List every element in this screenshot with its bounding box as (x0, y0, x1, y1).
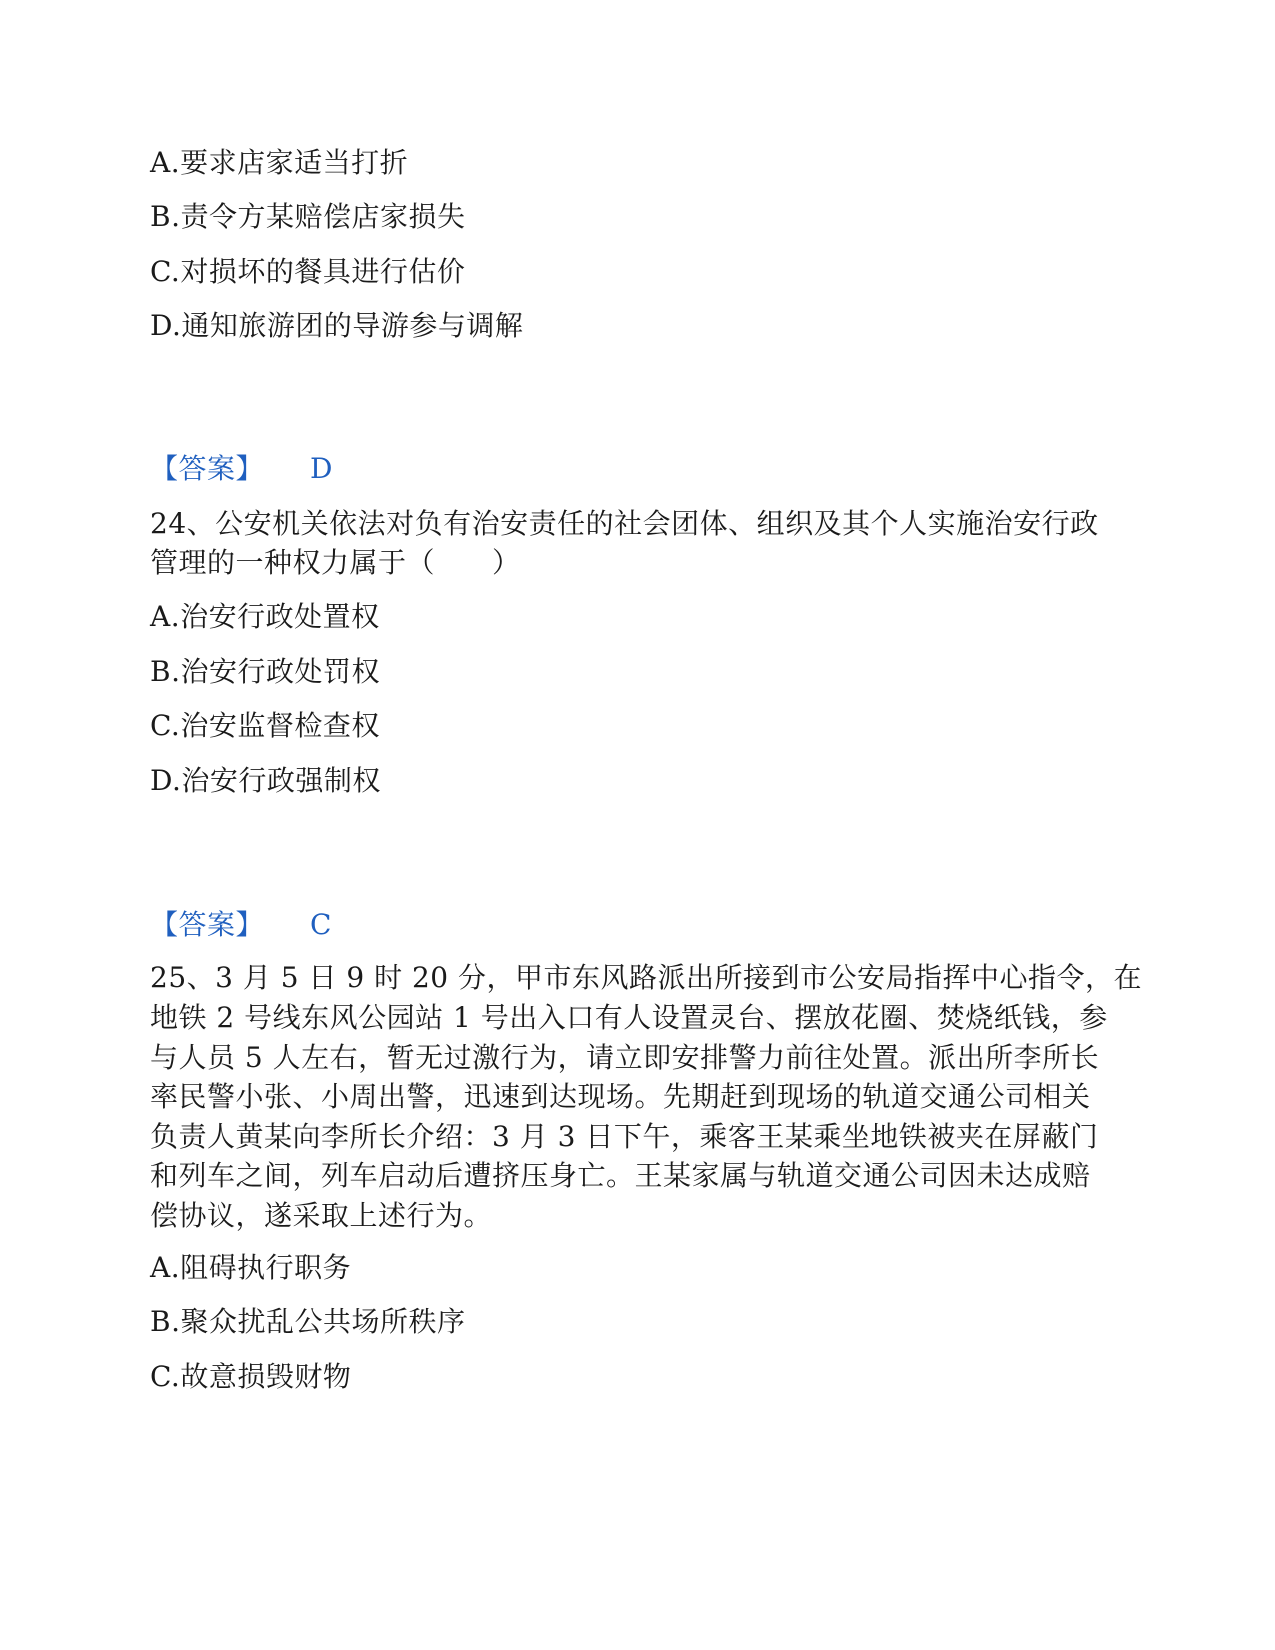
q25-option-a: A.阻碍执行职务 (150, 1251, 352, 1284)
q25-stem-line-5: 负责人黄某向李所长介绍：3 月 3 日下午，乘客王某乘坐地铁被夹在屏蔽门 (150, 1120, 1099, 1153)
answer-label: 【答案】 (150, 452, 265, 485)
q24-option-d: D.治安行政强制权 (150, 764, 381, 797)
q25-stem-line-2: 地铁 2 号线东风公园站 1 号出入口有人设置灵台、摆放花圈、焚烧纸钱，参 (150, 1001, 1108, 1034)
q25-stem-line-1: 25、3 月 5 日 9 时 20 分，甲市东风路派出所接到市公安局指挥中心指令，在 (150, 961, 1143, 994)
q24-option-b: B.治安行政处罚权 (150, 655, 380, 688)
q23-option-a: A.要求店家适当打折 (150, 146, 409, 179)
answer-label: 【答案】 (150, 908, 265, 941)
q23-option-c: C.对损坏的餐具进行估价 (150, 255, 466, 288)
answer-value: C (310, 908, 332, 941)
q23-option-b: B.责令方某赔偿店家损失 (150, 200, 466, 233)
q25-stem-line-3: 与人员 5 人左右，暂无过激行为，请立即安排警力前往处置。派出所李所长 (150, 1041, 1100, 1074)
q24-option-c: C.治安监督检查权 (150, 709, 380, 742)
q25-stem-line-4: 率民警小张、小周出警，迅速到达现场。先期赶到现场的轨道交通公司相关 (150, 1080, 1091, 1113)
q23-option-d: D.通知旅游团的导游参与调解 (150, 309, 524, 342)
q24-stem-line-2: 管理的一种权力属于（ ） (150, 546, 521, 579)
q23-answer (150, 449, 333, 489)
q25-option-c: C.故意损毁财物 (150, 1360, 352, 1393)
q25-stem-line-7: 偿协议，遂采取上述行为。 (150, 1199, 493, 1232)
q24-stem-line-1: 24、公安机关依法对负有治安责任的社会团体、组织及其个人实施治安行政 (150, 507, 1099, 540)
q25-stem-line-6: 和列车之间，列车启动后遭挤压身亡。王某家属与轨道交通公司因未达成赔 (150, 1159, 1091, 1192)
answer-value: D (310, 452, 333, 485)
q25-option-b: B.聚众扰乱公共场所秩序 (150, 1305, 466, 1338)
q24-answer (150, 905, 332, 945)
q24-option-a: A.治安行政处置权 (150, 600, 380, 633)
